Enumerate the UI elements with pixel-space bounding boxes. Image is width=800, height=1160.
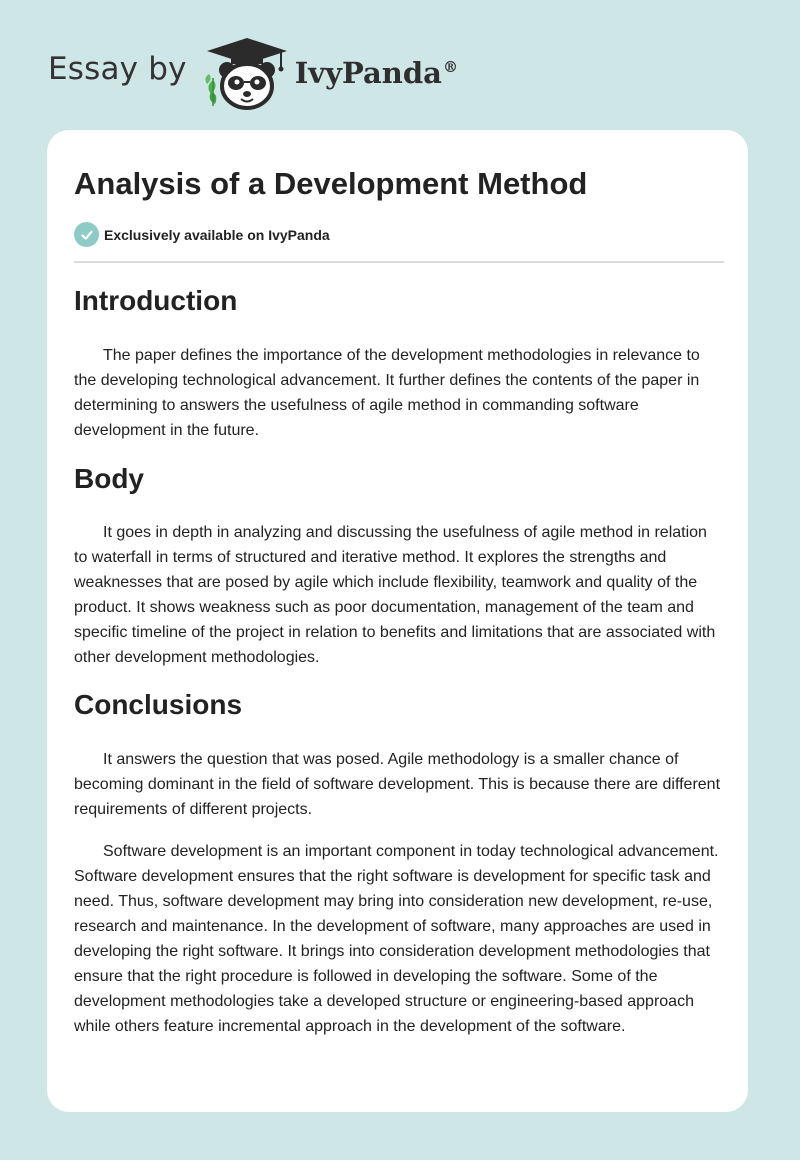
title-divider	[74, 261, 724, 263]
site-header	[48, 34, 458, 110]
essay-card	[47, 130, 748, 1112]
brand-name[interactable]	[295, 56, 458, 90]
section-heading-conclusions: Conclusions	[74, 689, 243, 720]
badge-label: Exclusively available on IvyPanda	[104, 226, 330, 243]
paragraph-conclusions-1: It answers the question that was posed. Agile methodology is a smaller chance of becoming dominant in the field of software development. This is because there are different requirements of different projects.	[74, 751, 721, 818]
exclusive-badge	[74, 222, 330, 247]
registered-mark: ®	[442, 58, 458, 77]
section-heading-introduction: Introduction	[74, 285, 238, 316]
essay-by-label: Essay by	[48, 51, 187, 87]
paragraph-introduction: The paper defines the importance of the development methodologies in relevance to the developing technological advancement. It further defines the contents of the paper in determining to answers the usefulness of agile method in commanding software development in the future.	[74, 347, 700, 439]
paragraph-conclusions-2: Software development is an important component in today technological advancement. Software development ensures that the right software is development for specific task and need. Thus, software development may bring into consideration new development, re-use, research and maintenance. In the development of software, many approaches are used in developing the right software. It brings into consideration development methodologies that ensure that the right procedure is followed in developing the software. Some of the development methodologies take a developed structure or engineering-based approach while others feature incremental approach in the development of the software.	[74, 843, 719, 1035]
section-heading-body: Body	[74, 463, 144, 494]
brand-text: IvyPanda	[294, 56, 442, 90]
paragraph-body: It goes in depth in analyzing and discussing the usefulness of agile method in relation to waterfall in terms of structured and iterative method. It explores the strengths and weaknesses that are posed by agile which include flexibility, teamwork and quality of the product. It shows weakness such as poor documentation, management of the team and specific timeline of the project in relation to benefits and limitations that are associated with other development methodologies.	[74, 524, 716, 666]
check-icon	[74, 222, 99, 247]
ivypanda-logo-icon[interactable]	[201, 34, 293, 110]
page-title: Analysis of a Development Method	[74, 166, 588, 201]
